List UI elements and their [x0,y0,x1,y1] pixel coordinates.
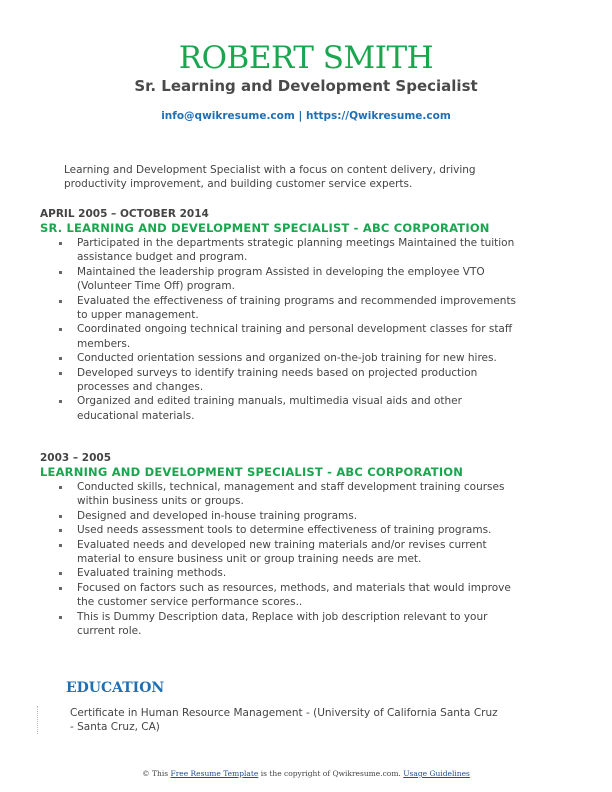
bullet-item: Evaluated the effectiveness of training programs and recommended improvements to upper management. [77,294,517,322]
job-bullets [40,236,580,423]
bullet-item: Designed and developed in-house training programs. [77,509,517,523]
contact-line [0,110,612,122]
candidate-title: Sr. Learning and Development Specialist [134,77,478,95]
bullet-item: Focused on factors such as resources, methods, and materials that would improve the customer service performance scores.. [77,581,517,610]
bullet-item: This is Dummy Description data, Replace with job description relevant to your current role. [77,610,517,639]
bullet-item: Maintained the leadership program Assisted in developing the employee VTO (Volunteer Time Off) program. [77,265,517,294]
job-dates: APRIL 2005 – OCTOBER 2014 [40,208,209,220]
education-divider [37,706,38,734]
summary: Learning and Development Specialist with a focus on content delivery, driving productivity improvement, and building customer service experts. [64,164,476,190]
bullet-item: Developed surveys to identify training needs based on projected production processes and changes. [77,366,517,395]
footer-middle: is the copyright of Qwikresume.com. [260,769,401,778]
email-link[interactable]: info@qwikresume.com [161,110,295,122]
job-entry [40,207,580,423]
bullet-item: Participated in the departments strategic planning meetings Maintained the tuition assistance budget and program. [77,236,517,265]
job-dates: 2003 – 2005 [40,452,112,464]
bullet-item: Organized and edited training manuals, multimedia visual aids and other educational materials. [77,394,517,423]
job-entry [40,451,580,638]
website-link[interactable]: https://Qwikresume.com [305,110,451,122]
bullet-item: Conducted skills, technical, management and staff development training courses within business units or groups. [77,480,517,509]
candidate-name: ROBERT SMITH [178,40,434,76]
bullet-item: Coordinated ongoing technical training and personal development classes for staff members. [77,322,517,351]
bullet-item: Conducted orientation sessions and organized on-the-job training for new hires. [77,351,517,365]
education-entry: Certificate in Human Resource Management - (University of California Santa Cruz - Santa Cruz, CA) [70,707,498,733]
free-resume-template-link[interactable]: Free Resume Template [170,769,259,778]
job-role: LEARNING AND DEVELOPMENT SPECIALIST - ABC CORPORATION [40,465,464,479]
footer-prefix: © This [142,769,169,778]
usage-guidelines-link[interactable]: Usage Guidelines [403,769,470,778]
education-heading: EDUCATION [66,680,165,696]
job-role: SR. LEARNING AND DEVELOPMENT SPECIALIST - ABC CORPORATION [40,221,490,235]
bullet-item: Used needs assessment tools to determine effectiveness of training programs. [77,523,517,537]
separator: | [298,110,303,122]
bullet-item: Evaluated needs and developed new training materials and/or revises current material to ensure business unit or group training needs are met. [77,538,517,567]
footer [0,769,612,778]
job-bullets [40,480,580,638]
bullet-item: Evaluated training methods. [77,566,517,580]
